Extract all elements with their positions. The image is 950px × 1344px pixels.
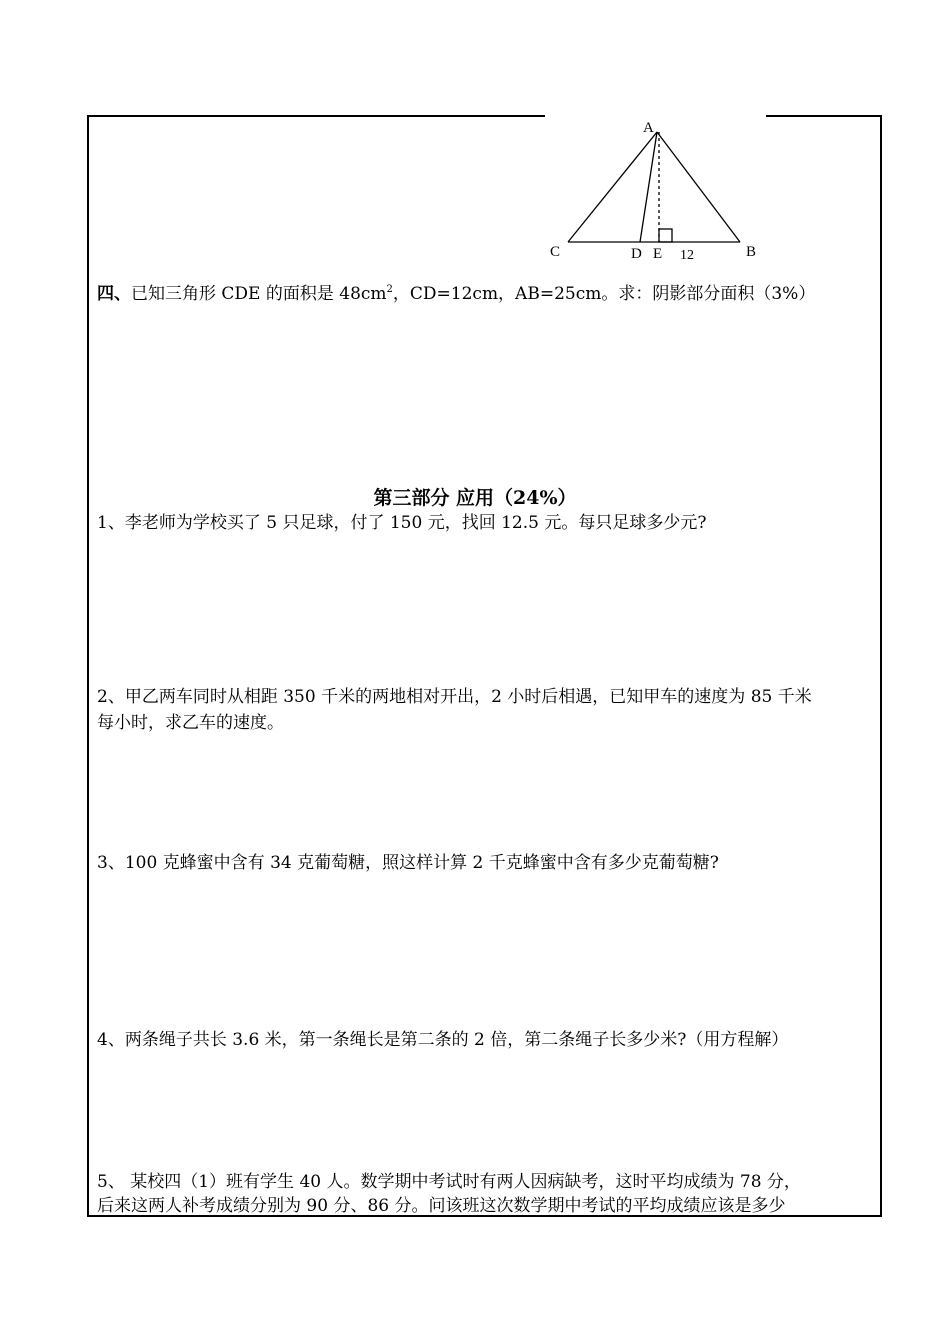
- question-1: 1、李老师为学校买了 5 只足球，付了 150 元，找回 12.5 元。每只足球多少元?: [97, 513, 707, 533]
- side-ca: [568, 132, 657, 242]
- right-angle-mark: [659, 229, 672, 242]
- side-ab: [657, 132, 740, 242]
- label-c: C: [550, 244, 561, 260]
- triangle-figure: [540, 112, 780, 267]
- section4-lead: 四、: [97, 284, 131, 304]
- question-4: 4、两条绳子共长 3.6 米，第一条绳长是第二条的 2 倍，第二条绳子长多少米?（用方程解）: [97, 1030, 789, 1050]
- question-5-line-1: 5、 某校四（1）班有学生 40 人。数学期中考试时有两人因病缺考，这时平均成绩为 78 分，: [97, 1172, 801, 1192]
- segment-ad: [640, 132, 657, 242]
- label-d: D: [631, 246, 642, 262]
- section4-question: [97, 281, 815, 307]
- part3-title: 第三部分 应用（24%）: [373, 487, 577, 509]
- question-5-line-2: 后来这两人补考成绩分别为 90 分、86 分。问该班这次数学期中考试的平均成绩应该是多少: [97, 1196, 786, 1216]
- section4-text-2: ，CD=12cm，AB=25cm。求：阴影部分面积（3%）: [392, 284, 816, 304]
- question-2-line-1: 2、甲乙两车同时从相距 350 千米的两地相对开出，2 小时后相遇，已知甲车的速度为 85 千米: [97, 687, 812, 707]
- question-3: 3、100 克蜂蜜中含有 34 克葡萄糖，照这样计算 2 千克蜂蜜中含有多少克葡萄糖?: [97, 853, 719, 873]
- label-12: 12: [680, 248, 694, 263]
- label-b: B: [746, 244, 757, 260]
- label-e: E: [653, 246, 663, 262]
- section4-text-1: 已知三角形 CDE 的面积是 48cm: [131, 284, 387, 304]
- label-a: A: [643, 120, 654, 136]
- section4-superscript: 2: [386, 284, 393, 295]
- question-2-line-2: 每小时，求乙车的速度。: [97, 713, 284, 733]
